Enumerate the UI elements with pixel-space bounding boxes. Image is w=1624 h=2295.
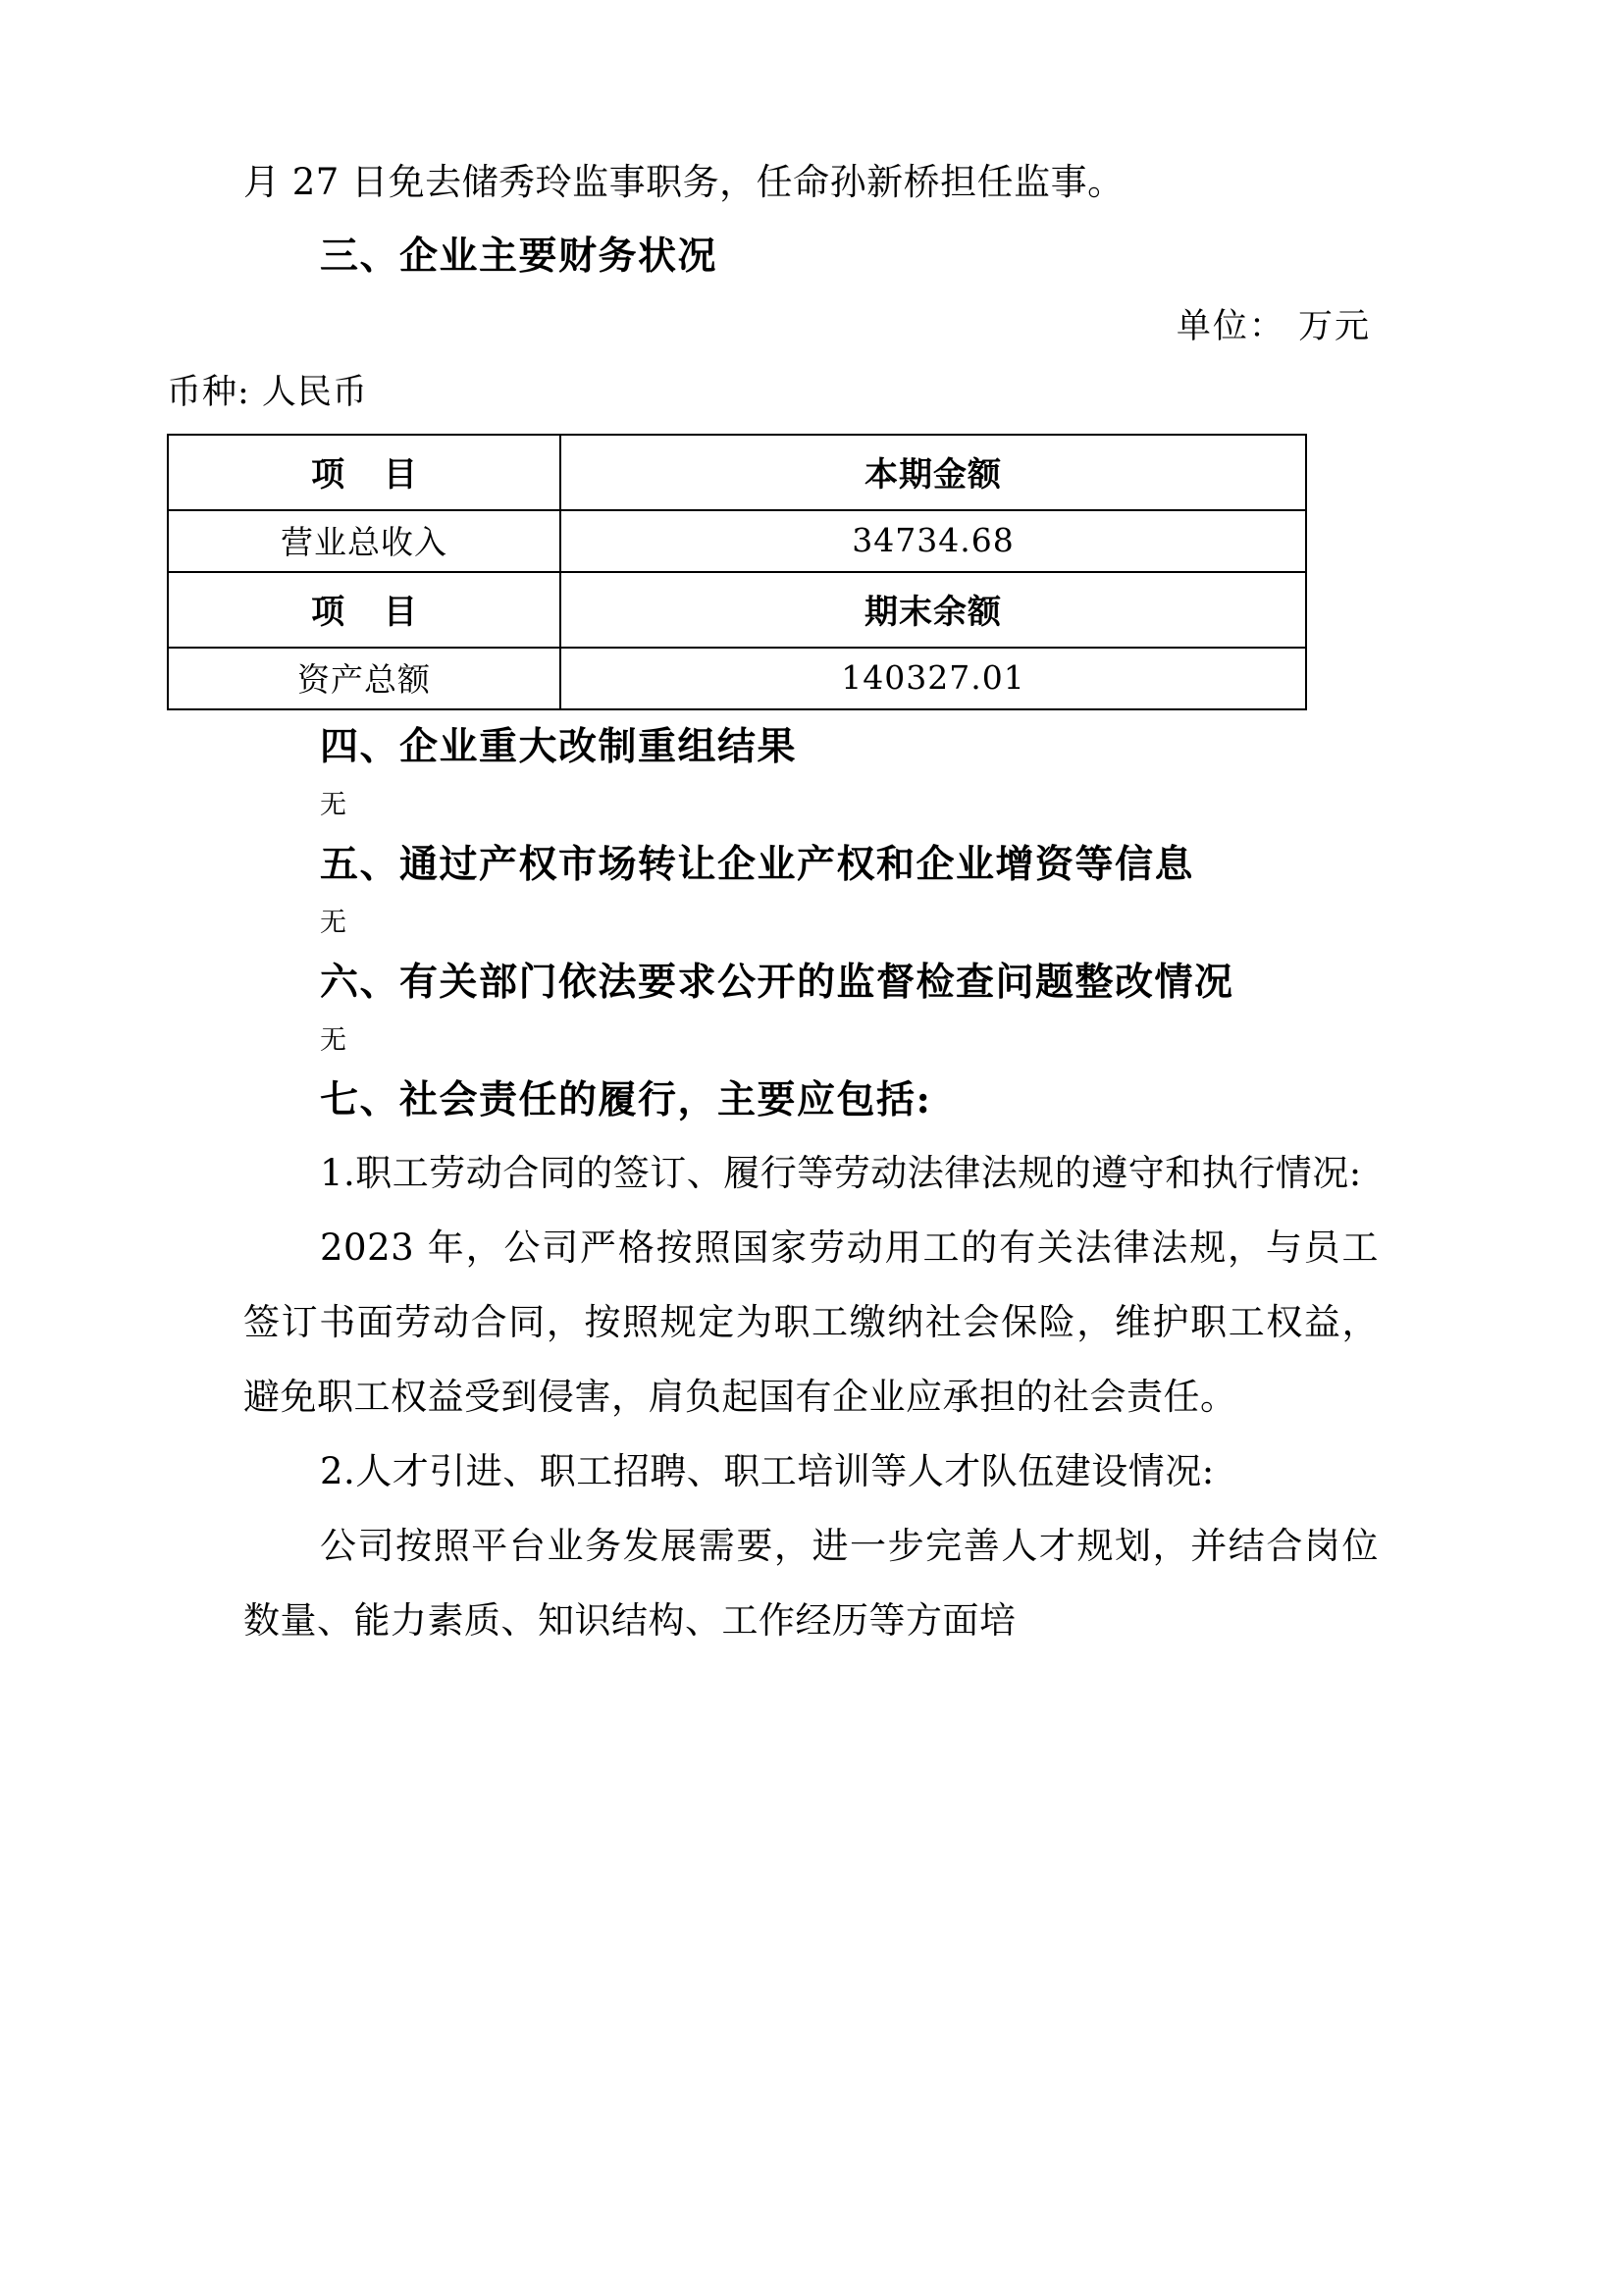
table-row	[168, 572, 1306, 648]
section-heading-4: 四、企业重大改制重组结果	[320, 724, 798, 769]
table-cell-value: 140327.01	[560, 648, 1306, 709]
table-row	[168, 510, 1306, 572]
continued-paragraph: 月 27 日免去储秀玲监事职务，任命孙新桥担任监事。	[243, 161, 1125, 203]
table-cell-item: 资产总额	[168, 648, 560, 709]
table-row	[168, 435, 1306, 510]
section-4-note: 无	[320, 790, 346, 820]
section-heading-3: 三、企业主要财务状况	[320, 234, 718, 279]
currency-label: 币种: 人民币	[167, 373, 368, 412]
table-cell-item-header: 项 目	[168, 435, 560, 510]
item-2-title: 2.人才引进、职工招聘、职工培训等人才队伍建设情况:	[320, 1450, 1215, 1492]
item-1-body: 2023 年，公司严格按照国家劳动用工的有关法律法规，与员工签订书面劳动合同，按照规定为职工缴纳社会保险，维护职工权益，避免职工权益受到侵害，肩负起国有企业应承担的社会责任。	[243, 1226, 1379, 1418]
table-cell-value-header: 本期金额	[560, 435, 1306, 510]
table-cell-value-header: 期末余额	[560, 572, 1306, 648]
item-2-body: 公司按照平台业务发展需要，进一步完善人才规划，并结合岗位数量、能力素质、知识结构、工作经历等方面培	[243, 1525, 1379, 1642]
top-margin	[243, 0, 1379, 145]
table-row	[168, 648, 1306, 709]
unit-label: 单位： 万元	[1176, 307, 1371, 346]
table-cell-item-header: 项 目	[168, 572, 560, 648]
section-heading-6: 六、有关部门依法要求公开的监督检查问题整改情况	[320, 960, 1234, 1005]
section-heading-5: 五、通过产权市场转让企业产权和企业增资等信息	[320, 842, 1195, 887]
table-cell-item: 营业总收入	[168, 510, 560, 572]
item-1-title: 1.职工劳动合同的签订、履行等劳动法律法规的遵守和执行情况:	[320, 1152, 1362, 1194]
section-heading-7: 七、社会责任的履行，主要应包括:	[320, 1077, 932, 1122]
financial-table	[167, 434, 1307, 710]
section-5-note: 无	[320, 908, 346, 938]
section-6-note: 无	[320, 1025, 346, 1056]
table-cell-value: 34734.68	[560, 510, 1306, 572]
